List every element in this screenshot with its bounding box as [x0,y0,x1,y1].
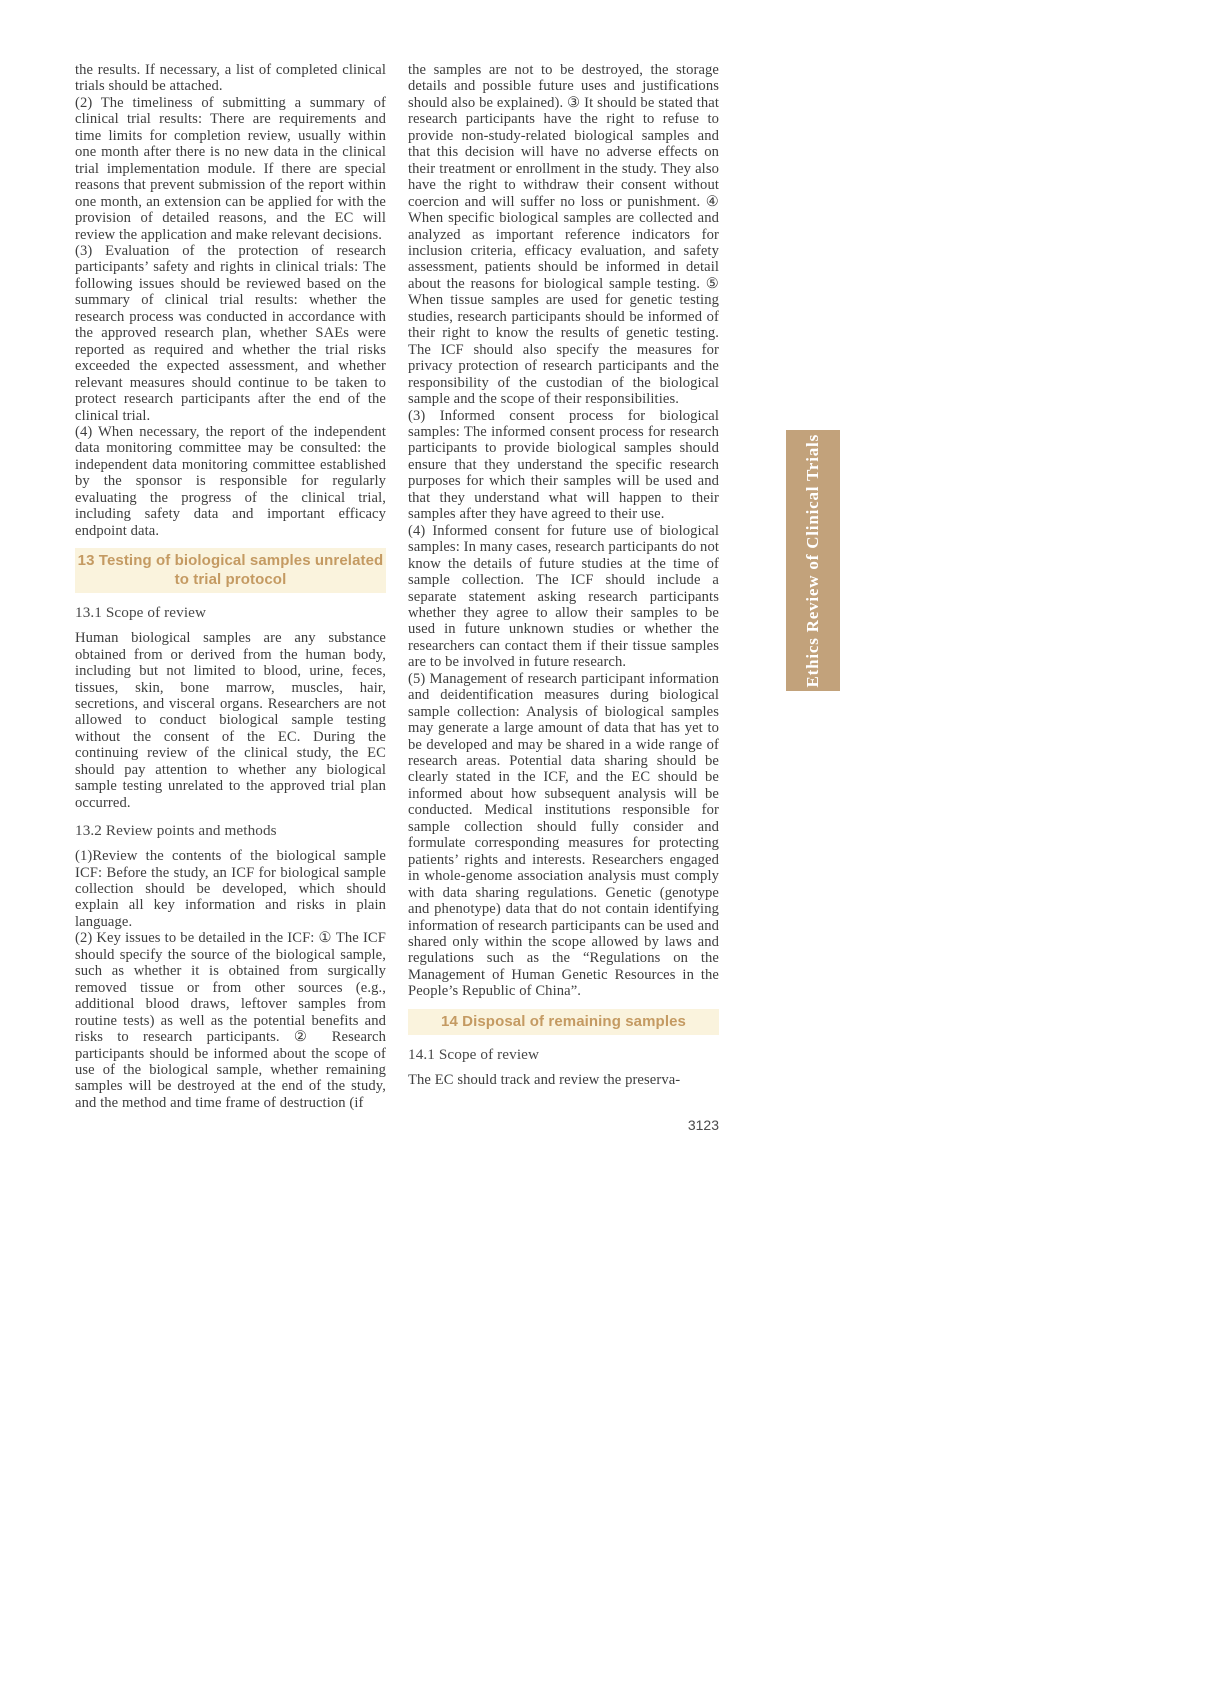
paragraph: The EC should track and review the preserva- [408,1071,681,1088]
paragraph: (2) Key issues to be detailed in the ICF: ① The ICF should specify the source of the biological sample, such as whether it is obtained from surgically removed tissue or from other sources (e.g., additional blood draws, leftover samples from routine tests) as well as the potential benefits and risks to research participants. ② Research participants should be informed about the scope of use of the biological sample, whether remaining samples will be destroyed at the end of the study, and the method and time frame of destruction (if [75,930,386,1111]
page-number: 3123 [687,1117,719,1133]
paragraph: (4) When necessary, the report of the independent data monitoring committee may be consulted: the independent data monitoring committee established by the sponsor is responsible for regularly evaluating the progress of the clinical trial, including safety data and important efficacy endpoint data. [75,423,386,539]
left-column [75,62,386,1111]
sidebar-tab-label: Ethics Review of Clinical Trials [803,433,822,688]
subsection-heading-13-2: 13.2 Review points and methods [75,822,277,840]
paragraph: (3) Informed consent process for biological samples: The informed consent process for research participants to provide biological samples should ensure that they understand the specific research purposes for which their samples will be used and that they understand what will happen to their samples after they have agreed to their use. [408,407,719,523]
section-heading-13: 13 Testing of biological samples unrelated to trial protocol [75,548,386,593]
paragraph: (3) Evaluation of the protection of research participants’ safety and rights in clinical trials: The following issues should be reviewed based on the summary of clinical trial results: whether the research process was conducted in accordance with the approved research plan, whether SAEs were reported as required and whether the trial risks exceeded the expected assessment, and whether relevant measures should continue to be taken to protect research participants after the end of the clinical trial. [75,242,386,424]
sidebar-tab [786,430,840,691]
section-heading-14: 14 Disposal of remaining samples [408,1009,719,1035]
paragraph: the samples are not to be destroyed, the storage details and possible future uses and justifications should also be explained). ③ It should be stated that research participants have the right to refuse to provide non-study-related biological samples and that this decision will have no adverse effects on their treatment or enrollment in the study. They also have the right to withdraw their consent without coercion and will suffer no loss or punishment. ④ When specific biological samples are collected and analyzed as important reference indicators for inclusion criteria, efficacy evaluation, and safety assessment, patients should be informed in detail about the reasons for biological sample testing. ⑤ When tissue samples are used for genetic testing studies, research participants should be informed of their right to know the results of genetic testing. The ICF should also specify the measures for privacy protection of research participants and the responsibility of the custodian of the biological sample and the scope of their responsibilities. [408,62,719,408]
paragraph: (2) The timeliness of submitting a summary of clinical trial results: There are requirements and time limits for completion review, usually within one month after there is no new data in the clinical trial implementation module. If there are special reasons that prevent submission of the report within one month, an extension can be applied for with the provision of detailed reasons, and the EC will review the application and make relevant decisions. [75,94,386,243]
subsection-heading-14-1: 14.1 Scope of review [408,1045,540,1063]
paragraph: (4) Informed consent for future use of biological samples: In many cases, research participants do not know the details of future studies at the time of sample collection. The ICF should include a separate statement asking research participants whether they agree to allow their samples to be used in future unknown studies or whether the researchers can contact them if their tissue samples are to be involved in future research. [408,522,719,671]
subsection-heading-13-1: 13.1 Scope of review [75,604,207,622]
paragraph: the results. If necessary, a list of completed clinical trials should be attached. [75,62,386,95]
paragraph: (1)Review the contents of the biological sample ICF: Before the study, an ICF for biological sample collection should be developed, which should explain all key information and risks in plain language. [75,848,386,930]
right-column [408,62,719,1088]
paragraph: (5) Management of research participant information and deidentification measures during biological sample collection: Analysis of biological samples may generate a large amount of data that has yet to be developed and may be shared in a wide range of research areas. Potential data sharing should be clearly stated in the ICF, and the EC should be informed about how subsequent analysis will be conducted. Medical institutions responsible for sample collection should fully consider and formulate corresponding measures for protecting patients’ rights and interests. Researchers engaged in whole-genome association analysis must comply with data sharing regulations. Genetic (genotype and phenotype) data that do not contain identifying information of research participants can be used and shared only within the scope allowed by laws and regulations such as the “Regulations on the Management of Human Genetic Resources in the People’s Republic of China”. [408,670,719,1000]
paragraph: Human biological samples are any substance obtained from or derived from the human body, including but not limited to blood, urine, feces, tissues, skin, bone marrow, muscles, hair, secretions, and visceral organs. Researchers are not allowed to conduct biological sample testing without the consent of the EC. During the continuing review of the clinical study, the EC should pay attention to whether any biological sample testing unrelated to the approved trial plan occurred. [75,630,386,811]
